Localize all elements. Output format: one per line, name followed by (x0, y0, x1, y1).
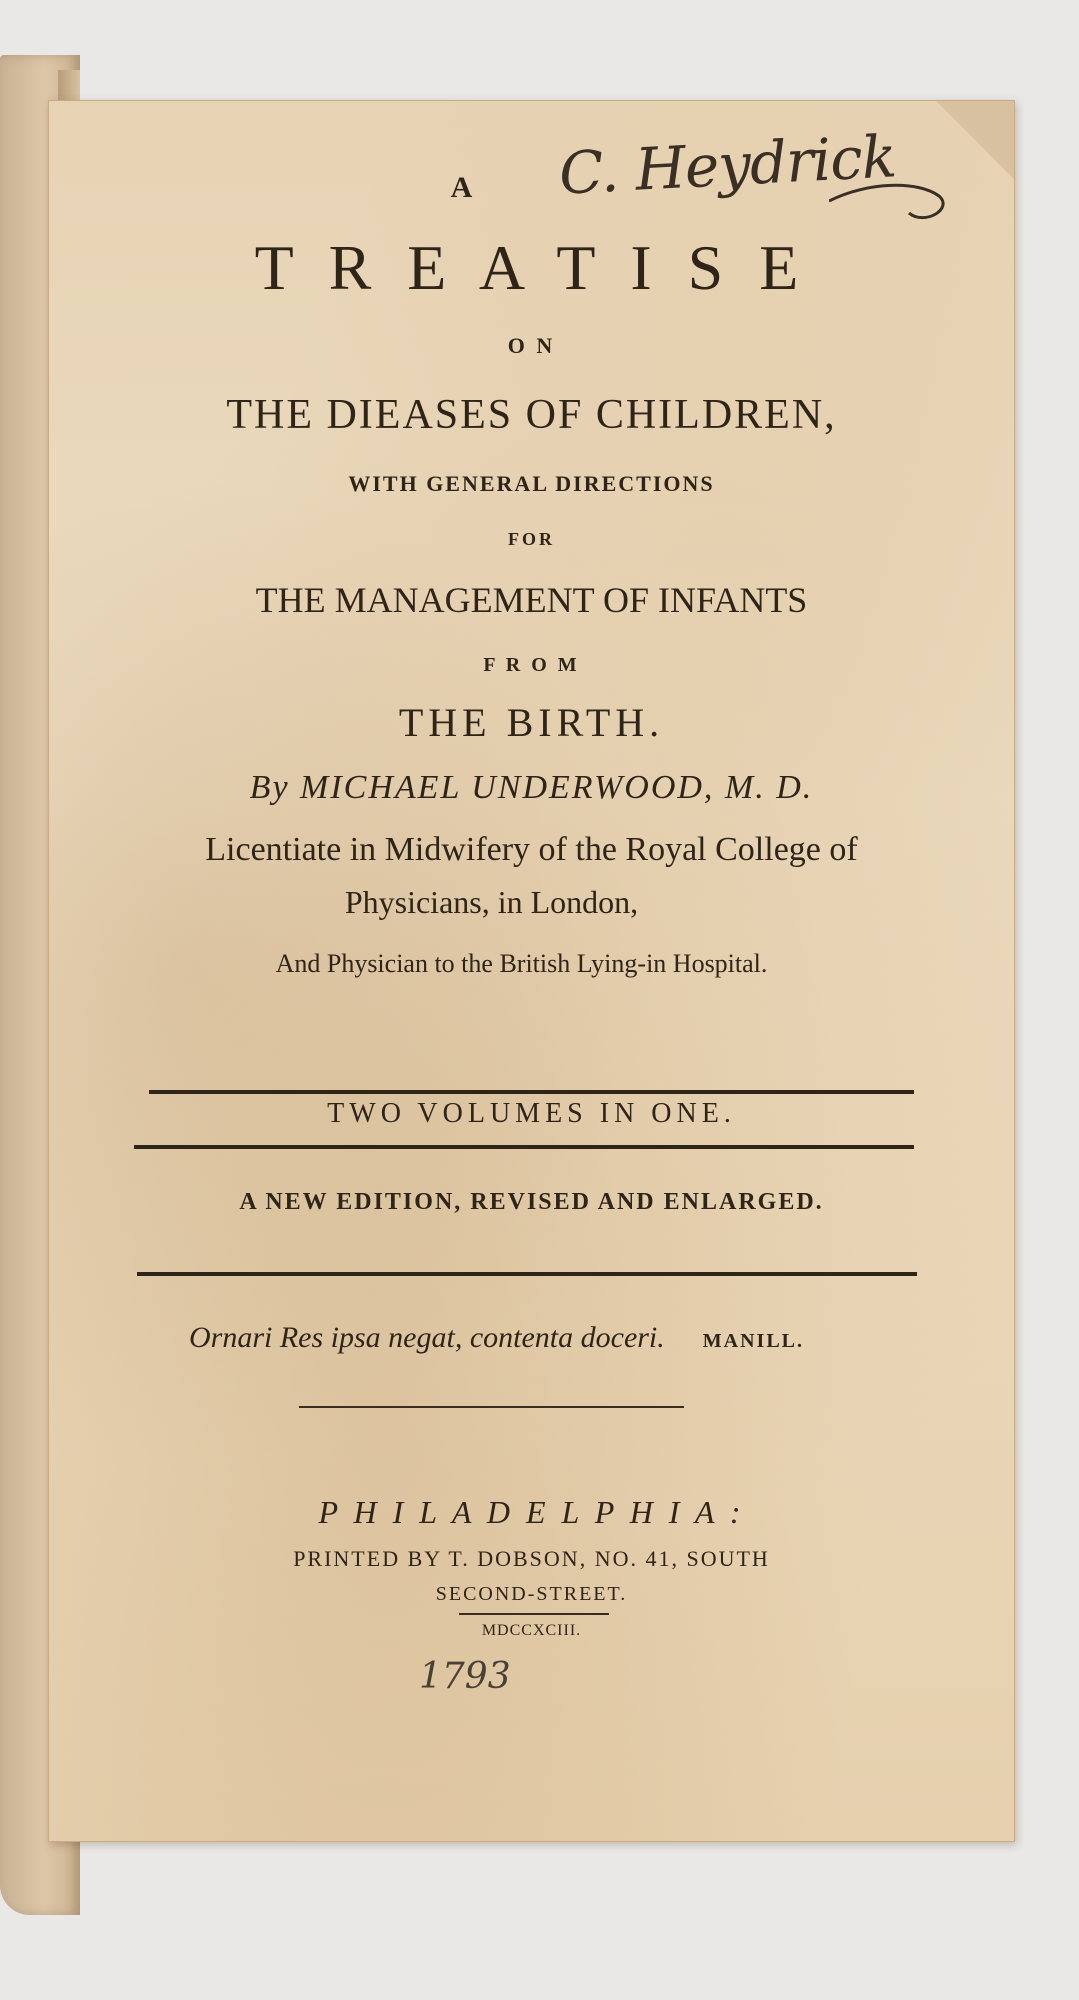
rule-top-2 (134, 1145, 914, 1149)
corner-fold (936, 101, 1014, 179)
author-credential-3: And Physician to the British Lying-in Hospital. (275, 949, 768, 978)
epigraph (189, 1321, 889, 1355)
imprint-printer-2: SECOND-STREET. (435, 1583, 628, 1605)
rule-mid (137, 1272, 917, 1276)
title-with: WITH GENERAL DIRECTIONS (348, 471, 715, 496)
epigraph-source: MANILL. (702, 1330, 805, 1352)
title-on: O N (507, 333, 556, 358)
author-line: By MICHAEL UNDERWOOD, M. D. (249, 769, 814, 806)
imprint-printer-1: PRINTED BY T. DOBSON, NO. 41, SOUTH (293, 1546, 770, 1571)
owner-signature: C. Heydrick (557, 122, 898, 208)
author-credential-2: Physicians, in London, (344, 884, 639, 920)
title-management: THE MANAGEMENT OF INFANTS (255, 580, 808, 620)
imprint-year-roman: MDCCXCIII. (481, 1622, 582, 1639)
handwritten-year: 1793 (419, 1656, 511, 1697)
epigraph-text: Ornari Res ipsa negat, contenta doceri. (189, 1321, 665, 1354)
title-subject: THE DIEASES OF CHILDREN, (226, 392, 837, 438)
title-birth: THE BIRTH. (398, 700, 665, 745)
title-from: F R O M (483, 654, 580, 676)
rule-top-1 (149, 1090, 914, 1094)
edition: A NEW EDITION, REVISED AND ENLARGED. (239, 1189, 824, 1215)
rule-short (299, 1406, 684, 1408)
author-credential-1: Licentiate in Midwifery of the Royal College of (205, 831, 858, 868)
title-for: FOR (508, 529, 555, 549)
title-page (48, 100, 1015, 1842)
title-article: A (450, 171, 473, 204)
rule-tiny (459, 1613, 609, 1615)
volumes: TWO VOLUMES IN ONE. (327, 1098, 736, 1129)
imprint-city: P H I L A D E L P H I A : (318, 1494, 745, 1530)
title-main: T R E A T I S E (254, 232, 809, 303)
